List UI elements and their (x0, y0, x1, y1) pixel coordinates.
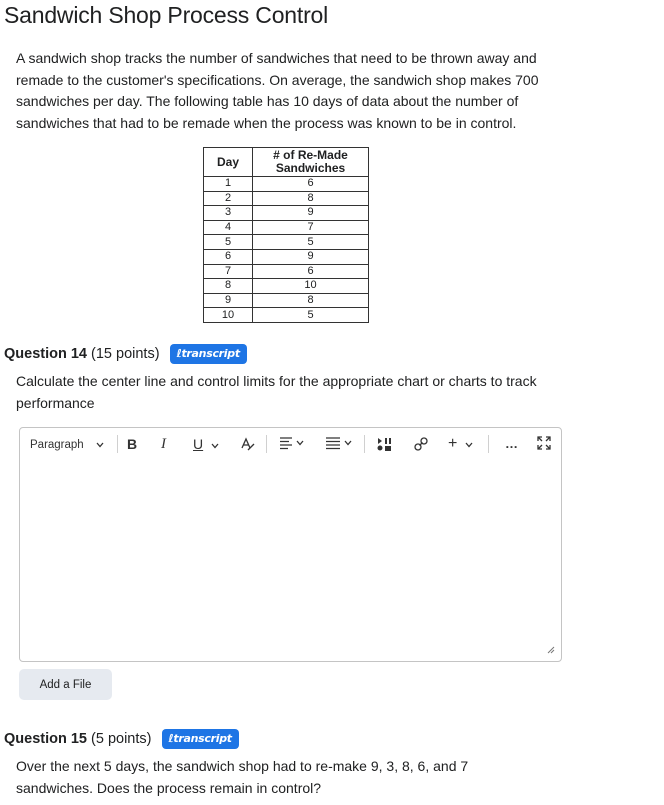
transcript-button[interactable]: ℓtranscript (162, 729, 239, 749)
remade-cell: 7 (253, 220, 369, 235)
remade-cell: 10 (253, 279, 369, 294)
underline-button[interactable] (193, 436, 219, 453)
chevron-down-icon (465, 436, 473, 452)
underline-label: U (193, 436, 204, 452)
italic-button[interactable]: I (161, 436, 166, 452)
fullscreen-icon[interactable] (537, 436, 551, 454)
question-14-label: Question 14 (4, 346, 87, 362)
question-14-points: (15 points) (91, 346, 160, 362)
table-row (204, 279, 369, 294)
remade-cell: 5 (253, 308, 369, 323)
question-15-label: Question 15 (4, 731, 87, 747)
question-15-text: Over the next 5 days, the sandwich shop had to re-make 9, 3, 8, 6, and 7 sandwiches. Does the process remain in control? (16, 758, 469, 796)
add-file-button[interactable]: Add a File (19, 669, 112, 700)
intro-paragraph: A sandwich shop tracks the number of sandwiches that need to be thrown away and remade to the customer's specifications. On average, the sandwich shop makes 700 sandwiches per day. The following table has 10 days of data about the number of sandwiches that had to be remade when the process was known to be in control. (16, 50, 539, 131)
toolbar-divider (488, 435, 489, 453)
text-color-icon[interactable] (239, 436, 255, 456)
day-cell: 3 (204, 206, 253, 221)
day-cell: 4 (204, 220, 253, 235)
table-row (204, 264, 369, 279)
chevron-down-icon (96, 437, 104, 453)
editor-toolbar (20, 428, 561, 460)
chevron-down-icon (211, 437, 219, 453)
table-row (204, 220, 369, 235)
table-row (204, 191, 369, 206)
toolbar-divider (117, 435, 118, 453)
table-row (204, 206, 369, 221)
day-cell: 9 (204, 293, 253, 308)
remade-cell: 8 (253, 293, 369, 308)
day-cell: 1 (204, 177, 253, 192)
day-cell: 8 (204, 279, 253, 294)
remade-cell: 5 (253, 235, 369, 250)
table-row (204, 293, 369, 308)
align-icon[interactable] (279, 436, 305, 454)
toolbar-divider (364, 435, 365, 453)
toolbar-divider (266, 435, 267, 453)
day-cell: 7 (204, 264, 253, 279)
column-header-remade: # of Re-Made Sandwiches (253, 148, 369, 177)
remade-cell: 8 (253, 191, 369, 206)
question-14-heading (4, 344, 247, 364)
table-row (204, 308, 369, 323)
day-cell: 6 (204, 249, 253, 264)
column-header-day: Day (204, 148, 253, 177)
day-cell: 10 (204, 308, 253, 323)
more-options-button[interactable]: … (505, 436, 518, 451)
table-row (204, 249, 369, 264)
transcript-button[interactable]: ℓtranscript (170, 344, 247, 364)
paragraph-format-select[interactable] (30, 437, 104, 453)
remade-cell: 6 (253, 264, 369, 279)
question-14-text: Calculate the center line and control limits for the appropriate chart or charts to track performance (16, 373, 537, 411)
answer-editor (19, 427, 562, 662)
day-cell: 5 (204, 235, 253, 250)
remade-cell: 9 (253, 206, 369, 221)
question-15-heading (4, 729, 239, 749)
page-title: Sandwich Shop Process Control (4, 2, 329, 28)
insert-media-icon[interactable] (376, 436, 394, 456)
plus-icon: + (448, 435, 458, 452)
list-icon[interactable] (325, 436, 353, 454)
question-15-points: (5 points) (91, 731, 152, 747)
remade-cell: 6 (253, 177, 369, 192)
editor-text-area[interactable] (20, 462, 561, 661)
table-row (204, 177, 369, 192)
day-cell: 2 (204, 191, 253, 206)
remade-cell: 9 (253, 249, 369, 264)
link-icon[interactable] (413, 436, 429, 456)
insert-menu-button[interactable] (448, 436, 473, 452)
table-row (204, 235, 369, 250)
remade-sandwiches-table (203, 147, 369, 323)
paragraph-format-label: Paragraph (30, 439, 84, 451)
bold-button[interactable]: B (127, 436, 138, 452)
resize-handle-icon[interactable] (547, 645, 555, 657)
